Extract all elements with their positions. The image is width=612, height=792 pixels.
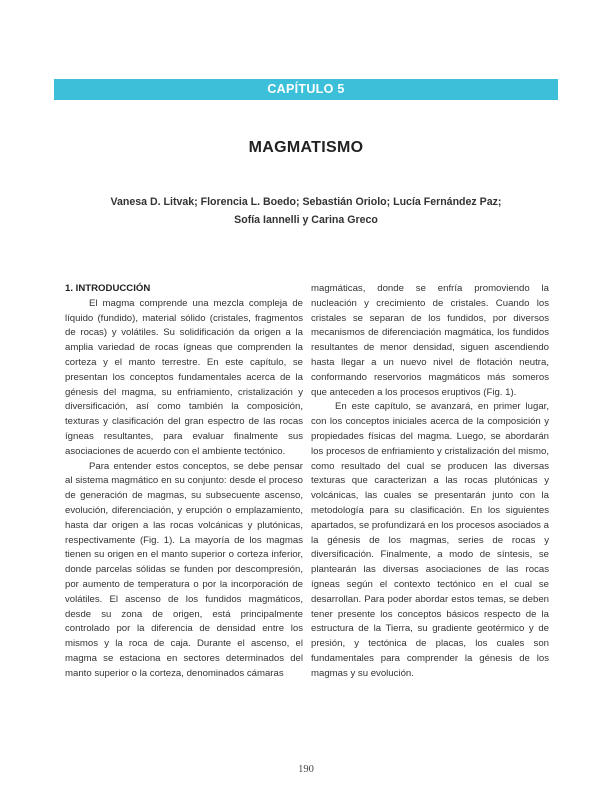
authors [60,193,552,229]
paragraph-continued: magmáticas, donde se enfría promoviendo la nucleación y crecimiento de cristales. Cuando los cristales se separan de los fundidos, por diversos mecanismos de diferenciación magmática, los fundidos resultantes de menor densidad, siguen ascendiendo hasta llegar a un nuevo nivel de flotación neutra, conformando reservorios magmáticos más someros que anteceden a los procesos eruptivos (Fig. 1). [311,283,549,398]
paragraph: En este capítulo, se avanzará, en primer lugar, con los conceptos iniciales acerca de la composición y propiedades físicas del magma. Luego, se abordarán los procesos de enfriamiento y cristalización del mismo, como resultado del cual se producen las diversas texturas que caracterizan a las rocas plutónicas y volcánicas, las cuales se presentarán junto con la metodología para su clasificación. En los siguientes apartados, se profundizará en los procesos asociados a la génesis de los magmas, series de rocas y diversificación. Finalmente, a modo de síntesis, se plantearán las diversas asociaciones de las rocas ígneas según el contexto tectónico en el cual se desarrollan. Para poder abordar estos temas, se deben tener presente los conceptos básicos respecto de la estructura de la Tierra, su gradiente geotérmico y de presión, y tectónica de placas, los cuales son fundamentales para comprender la génesis de los magmas y su evolución. [311,401,549,679]
chapter-title: MAGMATISMO [248,139,364,156]
authors-line-1: Vanesa D. Litvak; Florencia L. Boedo; Sebastián Oriolo; Lucía Fernández Paz; [110,196,502,208]
chapter-label: CAPÍTULO 5 [267,82,345,96]
chapter-band [54,79,558,100]
left-column [65,282,303,682]
section-heading: 1. INTRODUCCIÓN [65,283,151,294]
page-number: 190 [298,764,314,775]
paragraph: Para entender estos conceptos, se debe pensar al sistema magmático en su conjunto: desde el proceso de generación de magmas, su subsecuente ascenso, evolución, diferenciación, y erupción o emplazamiento, hasta dar origen a las rocas volcánicas y plutónicas, respectivamente (Fig. 1). La mayoría de los magmas tienen su origen en el manto superior o corteza inferior, donde parcelas sólidas se funden por descompresión, por aumento de temperatura o por la incorporación de volátiles. El ascenso de los fundidos magmáticos, desde su zona de origen, está principalmente controlado por la diferencia de densidad entre los mismos y la roca de caja. Durante el ascenso, el magma se estaciona en sectores determinados del manto superior o la corteza, denominados cámaras [65,460,303,679]
right-column [311,282,549,682]
authors-line-2: Sofía Iannelli y Carina Greco [234,214,378,226]
paragraph: El magma comprende una mezcla compleja de líquido (fundido), material sólido (cristales, fragmentos de rocas) y volátiles. Su solidificación da origen a la amplia variedad de rocas ígneas que comprenden la corteza y el manto terrestre. En este capítulo, se presentan los conceptos fundamentales acerca de la génesis del magma, su enfriamiento, cristalización y diversificación, así como también la composición, texturas y clasificación del gran espectro de las rocas ígneas resultantes, para evaluar finalmente sus asociaciones de acuerdo con el ambiente tectónico. [65,297,303,457]
